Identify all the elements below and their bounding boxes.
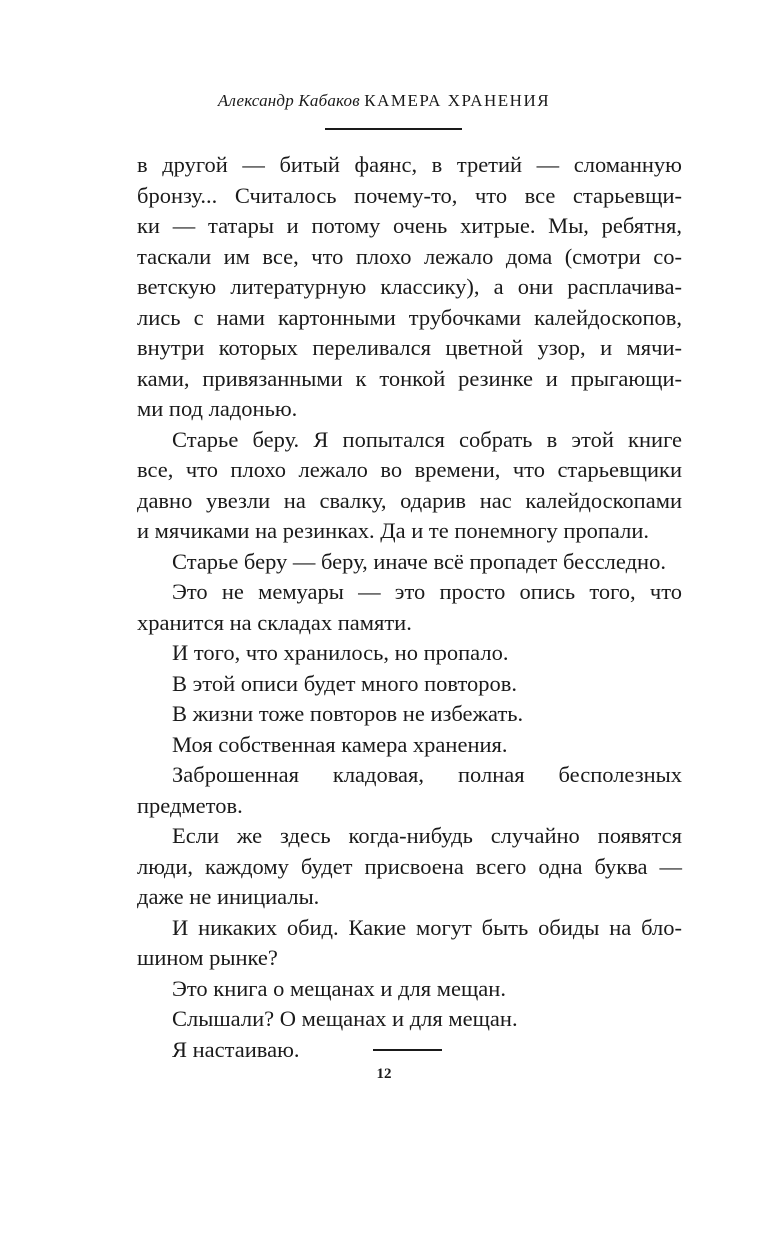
text-line: даже не инициалы.	[137, 884, 320, 909]
text-line: Старье беру — беру, иначе всё пропадет бесследно.	[172, 548, 666, 574]
body-text	[137, 150, 682, 1065]
header-author: Александр Кабаков	[217, 91, 360, 110]
text-line: В этой описи будет много повторов.	[172, 670, 518, 696]
text-line: и мячиками на резинках. Да и те понемногу пропали.	[137, 518, 649, 543]
text-line: Старье беру. Я попытался собрать в этой книге	[172, 426, 682, 452]
page-number: 12	[376, 1066, 392, 1082]
text-line: И того, что хранилось, но пропало.	[172, 640, 509, 665]
text-line: предметов.	[137, 792, 243, 818]
text-line: ветскую литературную классику), а они расплачива-	[137, 274, 682, 299]
text-line: ми под ладонью.	[137, 396, 298, 421]
header-title: КАМЕРА ХРАНЕНИЯ	[364, 91, 551, 110]
text-line: Я настаиваю.	[172, 1036, 300, 1062]
footer-rule	[373, 1049, 442, 1051]
text-line: люди, каждому будет присвоена всего одна буква —	[137, 853, 682, 879]
text-line: давно увезли на свалку, одарив нас калейдоскопами	[137, 487, 682, 513]
text-line: бронзу... Считалось почему-то, что все старьевщи-	[137, 182, 682, 208]
text-line: таскали им все, что плохо лежало дома (смотри со-	[137, 243, 682, 269]
text-line: хранится на складах памяти.	[137, 609, 412, 635]
text-line: шином рынке?	[137, 945, 278, 970]
text-line: ки — татары и потому очень хитрые. Мы, ребятня,	[137, 213, 682, 238]
text-line: ками, привязанными к тонкой резинке и прыгающи-	[137, 365, 682, 391]
text-line: В жизни тоже повторов не избежать.	[172, 701, 524, 726]
text-line: И никаких обид. Какие могут быть обиды на бло-	[172, 914, 682, 940]
text-line: внутри которых переливался цветной узор, и мячи-	[137, 335, 682, 360]
text-line: Слышали? О мещанах и для мещан.	[172, 1006, 518, 1031]
text-line: в другой — битый фаянс, в третий — сломанную	[137, 152, 682, 177]
header-rule	[325, 128, 462, 130]
text-line: все, что плохо лежало во времени, что старьевщики	[137, 457, 682, 482]
text-line: Моя собственная камера хранения.	[172, 731, 508, 757]
running-header	[0, 91, 768, 111]
text-line: Это не мемуары — это просто опись того, что	[172, 579, 682, 604]
text-line: Если же здесь когда-нибудь случайно появятся	[172, 823, 682, 848]
text-line: лись с нами картонными трубочками калейдоскопов,	[137, 304, 682, 330]
text-line: Это книга о мещанах и для мещан.	[172, 975, 506, 1001]
text-line: Заброшенная кладовая, полная бесполезных	[172, 762, 682, 787]
